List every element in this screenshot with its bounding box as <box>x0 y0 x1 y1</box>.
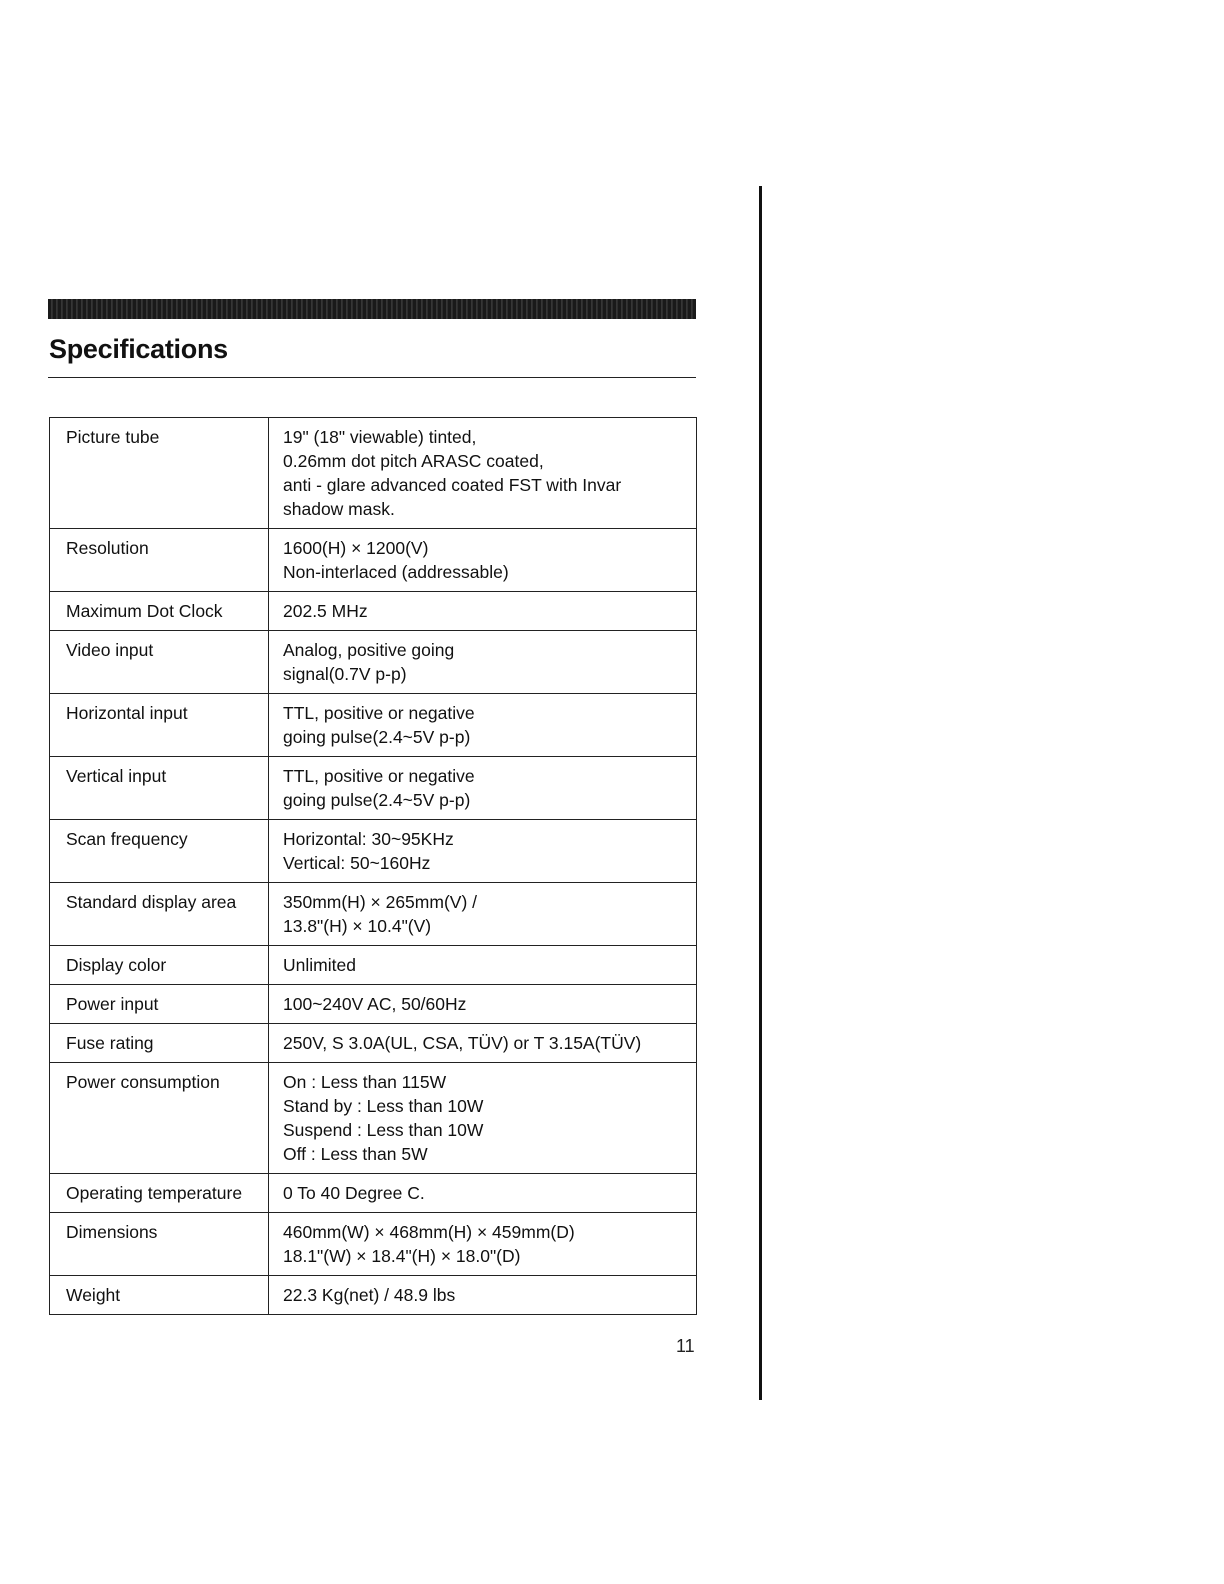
spec-label: Resolution <box>50 529 269 592</box>
spec-label: Power input <box>50 985 269 1024</box>
spec-value-line: 19" (18" viewable) tinted, <box>283 427 477 447</box>
spec-row <box>50 946 697 985</box>
spec-value-line: 460mm(W) × 468mm(H) × 459mm(D) <box>283 1222 575 1242</box>
binding-edge-line <box>759 186 762 1400</box>
spec-row <box>50 1024 697 1063</box>
spec-row <box>50 820 697 883</box>
page-number: 11 <box>676 1336 695 1356</box>
spec-row <box>50 694 697 757</box>
spec-value <box>269 1063 697 1174</box>
spec-value-line: 1600(H) × 1200(V) <box>283 538 429 558</box>
spec-value-line: 13.8"(H) × 10.4"(V) <box>283 916 432 936</box>
spec-value-line: Horizontal: 30~95KHz <box>283 829 454 849</box>
spec-value <box>269 418 697 529</box>
spec-row <box>50 1213 697 1276</box>
spec-value-line: 350mm(H) × 265mm(V) / <box>283 892 477 912</box>
spec-value-line: TTL, positive or negative <box>283 766 475 786</box>
spec-value-line: 22.3 Kg(net) / 48.9 lbs <box>283 1285 456 1305</box>
spec-value-line: 250V, S 3.0A(UL, CSA, TÜV) or T 3.15A(TÜV) <box>283 1033 642 1053</box>
spec-value-line: Stand by : Less than 10W <box>283 1096 484 1116</box>
spec-value-line: Vertical: 50~160Hz <box>283 853 431 873</box>
spec-label: Scan frequency <box>50 820 269 883</box>
spec-label: Power consumption <box>50 1063 269 1174</box>
spec-value <box>269 820 697 883</box>
spec-value-line: going pulse(2.4~5V p-p) <box>283 727 471 747</box>
spec-value-line: Non-interlaced (addressable) <box>283 562 509 582</box>
spec-value-line: shadow mask. <box>283 499 395 519</box>
title-divider <box>48 377 696 378</box>
spec-label: Display color <box>50 946 269 985</box>
section-header-bar <box>48 299 696 319</box>
spec-value-line: signal(0.7V p-p) <box>283 664 407 684</box>
spec-value-line: Off : Less than 5W <box>283 1144 428 1164</box>
spec-value <box>269 985 697 1024</box>
spec-value <box>269 1213 697 1276</box>
spec-value-line: Unlimited <box>283 955 356 975</box>
spec-value <box>269 592 697 631</box>
spec-label: Picture tube <box>50 418 269 529</box>
spec-row <box>50 1063 697 1174</box>
spec-label: Dimensions <box>50 1213 269 1276</box>
spec-value-line: 100~240V AC, 50/60Hz <box>283 994 467 1014</box>
spec-value-line: going pulse(2.4~5V p-p) <box>283 790 471 810</box>
spec-value-line: 18.1"(W) × 18.4"(H) × 18.0"(D) <box>283 1246 521 1266</box>
spec-value <box>269 883 697 946</box>
spec-value <box>269 757 697 820</box>
spec-value-line: 0.26mm dot pitch ARASC coated, <box>283 451 544 471</box>
spec-value <box>269 631 697 694</box>
spec-value <box>269 1276 697 1315</box>
spec-label: Video input <box>50 631 269 694</box>
spec-value <box>269 1024 697 1063</box>
spec-label: Weight <box>50 1276 269 1315</box>
spec-value-line: anti - glare advanced coated FST with Invar <box>283 475 622 495</box>
spec-value-line: TTL, positive or negative <box>283 703 475 723</box>
page-title: Specifications <box>49 334 228 364</box>
spec-row <box>50 757 697 820</box>
spec-value <box>269 946 697 985</box>
spec-row <box>50 985 697 1024</box>
spec-row <box>50 1276 697 1315</box>
spec-label: Maximum Dot Clock <box>50 592 269 631</box>
spec-row <box>50 592 697 631</box>
spec-value-line: 202.5 MHz <box>283 601 368 621</box>
spec-value <box>269 694 697 757</box>
spec-row <box>50 418 697 529</box>
spec-value-line: On : Less than 115W <box>283 1072 447 1092</box>
specifications-table <box>49 417 697 1315</box>
specifications-table-body <box>50 418 697 1315</box>
spec-row <box>50 529 697 592</box>
spec-label: Standard display area <box>50 883 269 946</box>
spec-row <box>50 883 697 946</box>
spec-value <box>269 1174 697 1213</box>
spec-label: Horizontal input <box>50 694 269 757</box>
spec-row <box>50 1174 697 1213</box>
spec-label: Fuse rating <box>50 1024 269 1063</box>
spec-label: Operating temperature <box>50 1174 269 1213</box>
spec-value-line: Analog, positive going <box>283 640 455 660</box>
spec-row <box>50 631 697 694</box>
spec-label: Vertical input <box>50 757 269 820</box>
spec-value <box>269 529 697 592</box>
spec-value-line: 0 To 40 Degree C. <box>283 1183 425 1203</box>
spec-value-line: Suspend : Less than 10W <box>283 1120 484 1140</box>
